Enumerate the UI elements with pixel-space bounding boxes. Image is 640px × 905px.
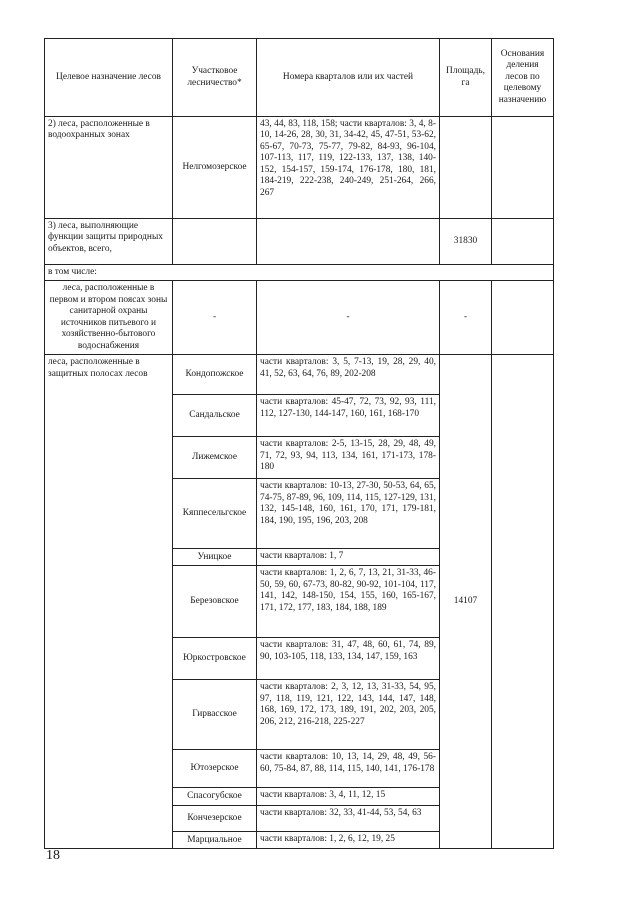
cell-quarters: части кварталов: 32, 33, 41-44, 53, 54, 63	[257, 806, 440, 832]
cell-purpose: леса, расположенные в первом и втором поясах зоны санитарной охраны источников питьевого и хозяйственно-бытового водоснабжения	[45, 281, 173, 355]
cell-forestry: Лижемское	[173, 437, 257, 479]
cell-forestry: Марциальное	[173, 832, 257, 849]
cell-forestry: -	[173, 281, 257, 355]
table-row-including	[45, 265, 554, 281]
cell-quarters: -	[257, 281, 440, 355]
cell-forestry: Сандальское	[173, 395, 257, 437]
cell-grounds	[492, 117, 554, 219]
cell-forestry: Нелгомозерское	[173, 117, 257, 219]
table-row-sanitary	[45, 281, 554, 355]
cell-forestry: Кяппесельгское	[173, 479, 257, 549]
cell-quarters: части кварталов: 2-5, 13-15, 28, 29, 48, 49, 71, 72, 93, 94, 113, 134, 161, 171-173, 178-180	[257, 437, 440, 479]
cell-quarters: части кварталов: 10-13, 27-30, 50-53, 64, 65, 74-75, 87-89, 96, 109, 114, 115, 127-129, 131, 132, 145-148, 160, 161, 170, 171, 179-181, 184, 190, 195, 196, 203, 208	[257, 479, 440, 549]
cell-quarters: части кварталов: 1, 7	[257, 549, 440, 566]
including-label: в том числе:	[45, 265, 554, 281]
forest-purpose-table	[44, 38, 554, 849]
cell-forestry: Ютозерское	[173, 750, 257, 788]
page-number: 18	[46, 848, 60, 863]
cell-quarters: части кварталов: 1, 2, 6, 7, 13, 21, 31-33, 46-50, 59, 60, 67-73, 80-82, 90-92, 101-104, 117, 141, 142, 148-150, 154, 155, 160, 165-167, 171, 172, 177, 183, 184, 188, 189	[257, 566, 440, 638]
cell-quarters: части кварталов: 3, 5, 7-13, 19, 28, 29, 40, 41, 52, 63, 64, 76, 89, 202-208	[257, 355, 440, 395]
table-header-row	[45, 39, 554, 117]
cell-quarters: части кварталов: 2, 3, 12, 13, 31-33, 54, 95, 97, 118, 119, 121, 122, 143, 144, 147, 148, 168, 169, 172, 173, 189, 191, 202, 203, 205, 206, 212, 216-218, 225-227	[257, 680, 440, 750]
cell-forestry: Кондопожское	[173, 355, 257, 395]
cell-quarters: части кварталов: 45-47, 72, 73, 92, 93, 111, 112, 127-130, 144-147, 160, 161, 168-170	[257, 395, 440, 437]
cell-forestry: Юркостровское	[173, 638, 257, 680]
cell-quarters: части кварталов: 10, 13, 14, 29, 48, 49, 56-60, 75-84, 87, 88, 114, 115, 140, 141, 176-178	[257, 750, 440, 788]
cell-forestry: Березовское	[173, 566, 257, 638]
cell-quarters	[257, 219, 440, 265]
cell-quarters: части кварталов: 31, 47, 48, 60, 61, 74, 89, 90, 103-105, 118, 133, 134, 147, 159, 163	[257, 638, 440, 680]
cell-forestry: Спасогубское	[173, 788, 257, 806]
cell-purpose: леса, расположенные в защитных полосах лесов	[45, 355, 173, 849]
header-quarters: Номера кварталов или их частей	[257, 39, 440, 117]
header-forestry: Участковое лесничество*	[173, 39, 257, 117]
cell-area	[440, 117, 492, 219]
cell-forestry	[173, 219, 257, 265]
cell-area: -	[440, 281, 492, 355]
cell-grounds	[492, 219, 554, 265]
cell-area: 31830	[440, 219, 492, 265]
cell-forestry: Кончезерское	[173, 806, 257, 832]
cell-quarters: части кварталов: 1, 2, 6, 12, 19, 25	[257, 832, 440, 849]
cell-area: 14107	[440, 355, 492, 849]
cell-purpose: 3) леса, выполняющие функции защиты природных объектов, всего,	[45, 219, 173, 265]
cell-grounds	[492, 355, 554, 849]
cell-grounds	[492, 281, 554, 355]
cell-quarters: части кварталов: 3, 4, 11, 12, 15	[257, 788, 440, 806]
cell-quarters: 43, 44, 83, 118, 158; части кварталов: 3, 4, 8-10, 14-26, 28, 30, 31, 34-42, 45, 47-51, 53-62, 65-67, 70-73, 75-77, 79-82, 84-93, 96-104, 107-113, 117, 119, 122-133, 137, 138, 140-152, 154-157, 159-174, 176-178, 180, 181, 184-219, 222-238, 240-249, 251-264, 266, 267	[257, 117, 440, 219]
table-row	[45, 355, 554, 395]
cell-forestry: Гирвасское	[173, 680, 257, 750]
header-grounds: Основания деления лесов по целевому назначению	[492, 39, 554, 117]
header-purpose: Целевое назначение лесов	[45, 39, 173, 117]
header-area: Площадь, га	[440, 39, 492, 117]
cell-purpose: 2) леса, расположенные в водоохранных зонах	[45, 117, 173, 219]
table-row-water-protection	[45, 117, 554, 219]
table-row-nature-protection	[45, 219, 554, 265]
cell-forestry: Уницкое	[173, 549, 257, 566]
